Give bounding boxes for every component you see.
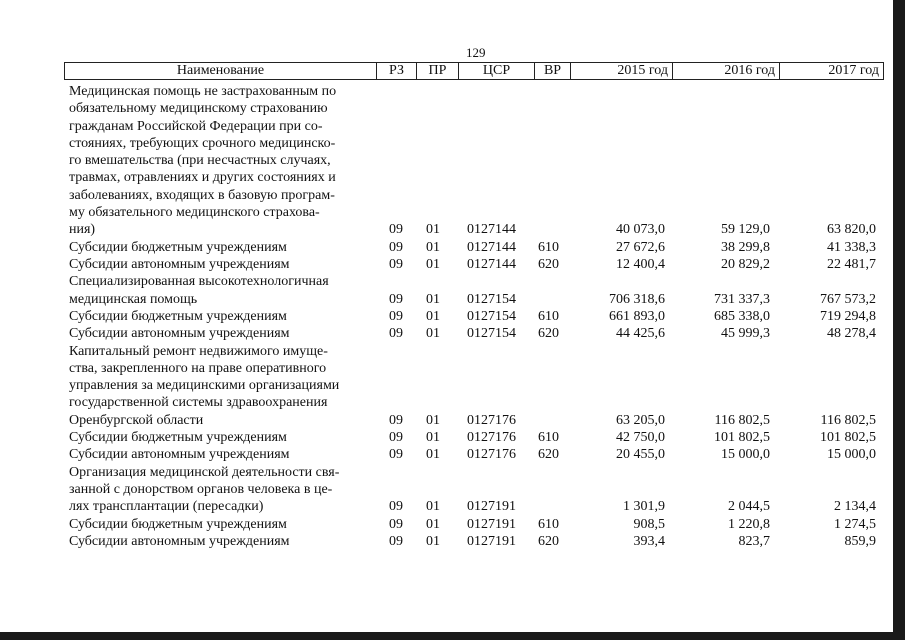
row-vr: 610 <box>538 516 559 532</box>
table-row <box>0 239 893 256</box>
row-value-2017: 1 274,5 <box>834 516 876 532</box>
header-csr: ЦСР <box>458 63 534 79</box>
row-csr: 0127144 <box>467 257 516 272</box>
header-name: Наименование <box>176 63 265 78</box>
row-vr: 620 <box>538 326 559 342</box>
row-value-2016: 116 802,5 <box>714 412 770 428</box>
row-value-2017: 63 820,0 <box>827 222 876 238</box>
row-pr: 01 <box>426 430 440 445</box>
row-csr: 0127154 <box>467 291 516 307</box>
row-csr: 0127191 <box>467 516 516 532</box>
row-value-2016: 15 000,0 <box>721 447 770 463</box>
row-pr: 01 <box>426 239 440 255</box>
row-value-2015: 42 750,0 <box>616 430 665 445</box>
row-name: Субсидии бюджетным учреждениям <box>69 430 287 445</box>
row-value-2015: 20 455,0 <box>616 447 665 463</box>
row-name: Медицинская помощь не застрахованным по обязательному медицинскому страхованию гражданам Российской Федерации при со- стояниях, требующих срочного медицинско- го вмешательства (при несчастных случаях, травмах, отравлениях и других состояниях и заболеваниях, входящих в базовую програм- му обязательного медицинского страхова- ния) <box>69 84 337 238</box>
row-pr: 01 <box>426 447 440 463</box>
scan-edge-bottom <box>0 632 905 640</box>
row-rz: 09 <box>389 499 403 515</box>
row-pr: 01 <box>426 412 440 428</box>
row-name: Субсидии бюджетным учреждениям <box>69 239 287 255</box>
row-value-2015: 27 672,6 <box>616 239 665 255</box>
table-row <box>0 83 893 239</box>
row-name: Капитальный ремонт недвижимого имуще- ства, закрепленного на праве оперативного управления за медицинскими организациями государственной системы здравоохранения Оренбургской области <box>69 343 340 428</box>
row-value-2016: 685 338,0 <box>714 308 770 324</box>
row-vr: 610 <box>538 430 559 445</box>
row-value-2017: 48 278,4 <box>827 326 876 342</box>
row-csr: 0127144 <box>467 239 516 255</box>
row-pr: 01 <box>426 257 440 272</box>
row-value-2016: 1 220,8 <box>728 516 770 532</box>
row-vr: 620 <box>538 533 559 549</box>
row-csr: 0127176 <box>467 412 516 428</box>
row-name: Субсидии бюджетным учреждениям <box>69 308 287 324</box>
table-row <box>0 273 893 308</box>
row-value-2017: 116 802,5 <box>820 412 876 428</box>
row-value-2016: 731 337,3 <box>714 291 770 307</box>
row-rz: 09 <box>389 308 403 324</box>
row-pr: 01 <box>426 326 440 342</box>
row-rz: 09 <box>389 412 403 428</box>
row-value-2016: 101 802,5 <box>714 430 770 445</box>
scan-edge-right <box>893 0 905 640</box>
row-rz: 09 <box>389 533 403 549</box>
row-name: Специализированная высокотехнологичная медицинская помощь <box>69 274 329 307</box>
row-value-2017: 101 802,5 <box>820 430 876 445</box>
row-pr: 01 <box>426 499 440 515</box>
row-rz: 09 <box>389 326 403 342</box>
row-name: Субсидии бюджетным учреждениям <box>69 516 287 532</box>
table-row <box>0 516 893 533</box>
row-name: Субсидии автономным учреждениям <box>69 447 290 463</box>
header-2015: 2015 год <box>570 63 672 79</box>
row-value-2017: 41 338,3 <box>827 239 876 255</box>
row-value-2017: 719 294,8 <box>820 308 876 324</box>
page-number: 129 <box>466 45 486 60</box>
row-value-2015: 706 318,6 <box>609 291 665 307</box>
row-value-2017: 767 573,2 <box>820 291 876 307</box>
row-csr: 0127191 <box>467 499 516 515</box>
row-value-2017: 15 000,0 <box>827 447 876 463</box>
row-pr: 01 <box>426 291 440 307</box>
row-pr: 01 <box>426 222 440 238</box>
row-value-2015: 908,5 <box>633 516 665 532</box>
table-row <box>0 308 893 325</box>
row-csr: 0127191 <box>467 533 516 549</box>
row-value-2015: 12 400,4 <box>616 257 665 272</box>
row-value-2015: 44 425,6 <box>616 326 665 342</box>
row-rz: 09 <box>389 239 403 255</box>
table-header <box>64 62 884 80</box>
row-rz: 09 <box>389 291 403 307</box>
header-2017: 2017 год <box>779 63 883 79</box>
row-value-2017: 2 134,4 <box>834 499 876 515</box>
row-value-2015: 40 073,0 <box>616 222 665 238</box>
row-value-2015: 661 893,0 <box>609 308 665 324</box>
row-value-2016: 823,7 <box>738 533 770 549</box>
table-row <box>0 325 893 342</box>
row-vr: 620 <box>538 447 559 463</box>
row-vr: 620 <box>538 257 559 272</box>
header-pr: ПР <box>416 63 458 79</box>
row-pr: 01 <box>426 308 440 324</box>
row-name: Организация медицинской деятельности свя- занной с донорством органов человека в це- лях трансплантации (пересадки) <box>69 464 340 515</box>
row-csr: 0127176 <box>467 430 516 445</box>
table-row <box>0 533 893 550</box>
row-csr: 0127154 <box>467 308 516 324</box>
table-row <box>0 256 893 273</box>
row-name: Субсидии автономным учреждениям <box>69 326 290 342</box>
row-value-2015: 63 205,0 <box>616 412 665 428</box>
row-value-2016: 38 299,8 <box>721 239 770 255</box>
row-name: Субсидии автономным учреждениям <box>69 257 290 272</box>
table-row <box>0 464 893 516</box>
table-row <box>0 446 893 463</box>
row-value-2016: 20 829,2 <box>721 257 770 272</box>
row-value-2016: 59 129,0 <box>721 222 770 238</box>
row-name: Субсидии автономным учреждениям <box>69 533 290 549</box>
row-vr: 610 <box>538 308 559 324</box>
header-2016: 2016 год <box>672 63 779 79</box>
row-value-2015: 1 301,9 <box>623 499 665 515</box>
table-row <box>0 343 893 430</box>
row-rz: 09 <box>389 222 403 238</box>
row-value-2016: 2 044,5 <box>728 499 770 515</box>
row-rz: 09 <box>389 430 403 445</box>
row-pr: 01 <box>426 533 440 549</box>
row-csr: 0127154 <box>467 326 516 342</box>
row-csr: 0127144 <box>467 222 516 238</box>
header-vr: ВР <box>534 63 570 79</box>
row-pr: 01 <box>426 516 440 532</box>
header-rz: РЗ <box>376 63 416 79</box>
row-value-2017: 22 481,7 <box>827 257 876 272</box>
table-row <box>0 429 893 446</box>
row-csr: 0127176 <box>467 447 516 463</box>
row-rz: 09 <box>389 447 403 463</box>
row-value-2017: 859,9 <box>844 533 876 549</box>
row-value-2015: 393,4 <box>633 533 665 549</box>
row-value-2016: 45 999,3 <box>721 326 770 342</box>
row-rz: 09 <box>389 516 403 532</box>
row-vr: 610 <box>538 239 559 255</box>
row-rz: 09 <box>389 257 403 272</box>
